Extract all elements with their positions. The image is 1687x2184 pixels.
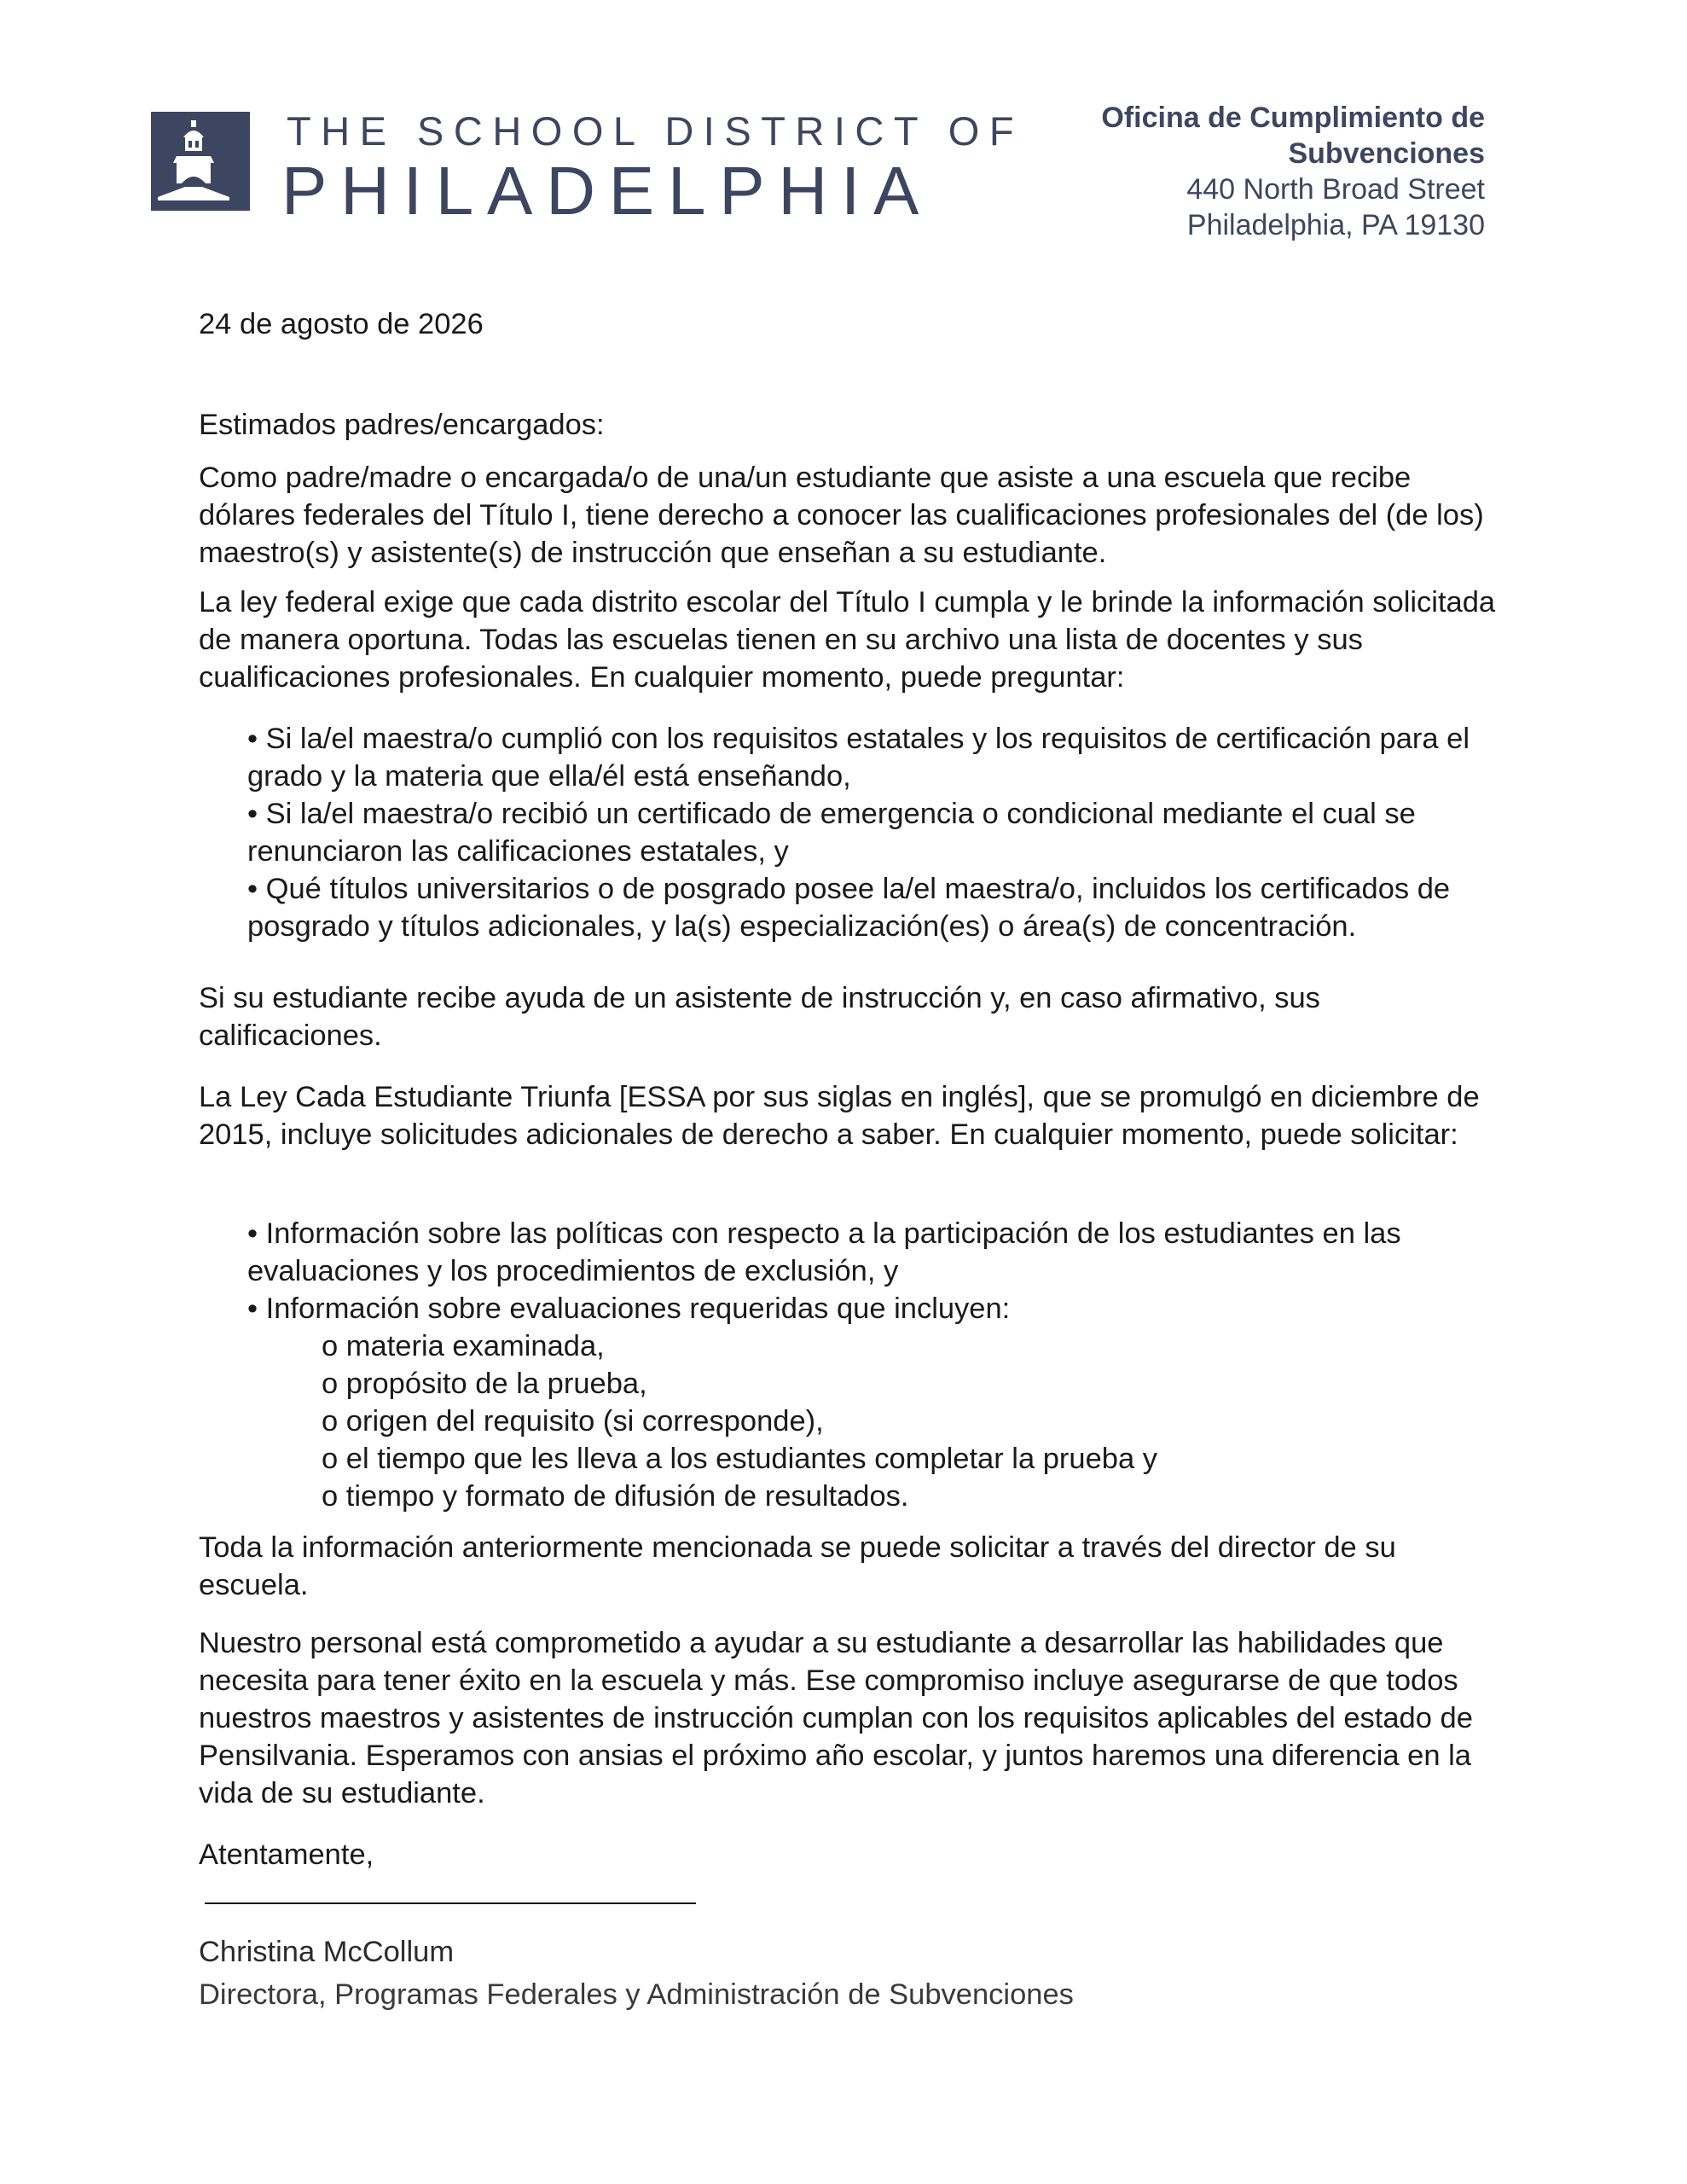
- list-item: • Información sobre evaluaciones requeridas que incluyen:: [247, 1292, 1011, 1325]
- paragraph-assistant: Si su estudiante recibe ayuda de un asistente de instrucción y, en caso afirmativo, sus calificaciones.: [199, 982, 1320, 1052]
- list-item: • Información sobre las políticas con respecto a la participación de los estudiantes en las evaluaciones y los procedimientos de exclusión, y: [247, 1217, 1401, 1287]
- list-item: • Qué títulos universitarios o de posgrado posee la/el maestra/o, incluidos los certificados de posgrado y títulos adicionales, y la(s) especialización(es) o área(s) de concentración.: [247, 873, 1451, 943]
- list-item: • Si la/el maestra/o recibió un certificado de emergencia o condicional mediante el cual se renunciaron las calificaciones estatales, y: [247, 798, 1416, 868]
- sublist-item: o el tiempo que les lleva a los estudiantes completar la prueba y: [322, 1443, 1157, 1475]
- office-address-block: [1007, 100, 1485, 243]
- signer-title: Directora, Programas Federales y Administración de Subvenciones: [199, 1978, 1074, 2011]
- office-street: 440 North Broad Street: [1186, 173, 1485, 206]
- sublist-item: o propósito de la prueba,: [322, 1368, 647, 1400]
- sublist-item: o tiempo y formato de difusión de resultados.: [322, 1480, 909, 1513]
- logo-text-line2: PHILADELPHIA: [281, 153, 933, 229]
- essa-requests-list: [247, 1215, 1501, 1327]
- logo-text-line1: THE SCHOOL DISTRICT OF: [287, 108, 1024, 154]
- paragraph-essa: La Ley Cada Estudiante Triunfa [ESSA por sus siglas en inglés], que se promulgó en diciembre de 2015, incluye solicitudes adicionales de derecho a saber. En cualquier momento, puede solicitar:: [199, 1081, 1480, 1151]
- office-name: Oficina de Cumplimiento de Subvenciones: [1101, 102, 1485, 170]
- sublist-item: o origen del requisito (si corresponde),: [322, 1405, 824, 1438]
- closing: Atentamente,: [199, 1838, 374, 1871]
- signature-line: [205, 1902, 696, 1904]
- teacher-qualifications-list: [247, 720, 1501, 945]
- school-building-logo-icon: [151, 112, 250, 211]
- assessment-details-sublist: [322, 1327, 1499, 1515]
- sublist-item: o materia examinada,: [322, 1330, 605, 1362]
- letter-date: 24 de agosto de 2026: [199, 308, 484, 340]
- salutation: Estimados padres/encargados:: [199, 409, 605, 441]
- paragraph-rights: Como padre/madre o encargada/o de una/un estudiante que asiste a una escuela que recibe dólares federales del Título I, tiene derecho a conocer las cualificaciones profesionales del (de los) maestro(s) y asistente(s) de instrucción que enseñan a su estudiante.: [199, 462, 1484, 569]
- paragraph-federal-law: La ley federal exige que cada distrito escolar del Título I cumpla y le brinde la información solicitada de manera oportuna. Todas las escuelas tienen en su archivo una lista de docentes y sus cualificaciones profesionales. En cualquier momento, puede preguntar:: [199, 586, 1496, 694]
- signer-name: Christina McCollum: [199, 1936, 455, 1968]
- office-city: Philadelphia, PA 19130: [1186, 209, 1485, 241]
- paragraph-commitment: Nuestro personal está comprometido a ayudar a su estudiante a desarrollar las habilidades que necesita para tener éxito en la escuela y más. Ese compromiso incluye asegurarse de que todos nuestros maestros y asistentes de instrucción cumplan con los requisitos aplicables del estado de Pensilvania. Esperamos con ansias el próximo año escolar, y juntos haremos una diferencia en la vida de su estudiante.: [199, 1627, 1473, 1809]
- list-item: • Si la/el maestra/o cumplió con los requisitos estatales y los requisitos de certificación para el grado y la materia que ella/él está enseñando,: [247, 723, 1470, 793]
- paragraph-request-via-principal: Toda la información anteriormente mencionada se puede solicitar a través del director de su escuela.: [199, 1531, 1396, 1601]
